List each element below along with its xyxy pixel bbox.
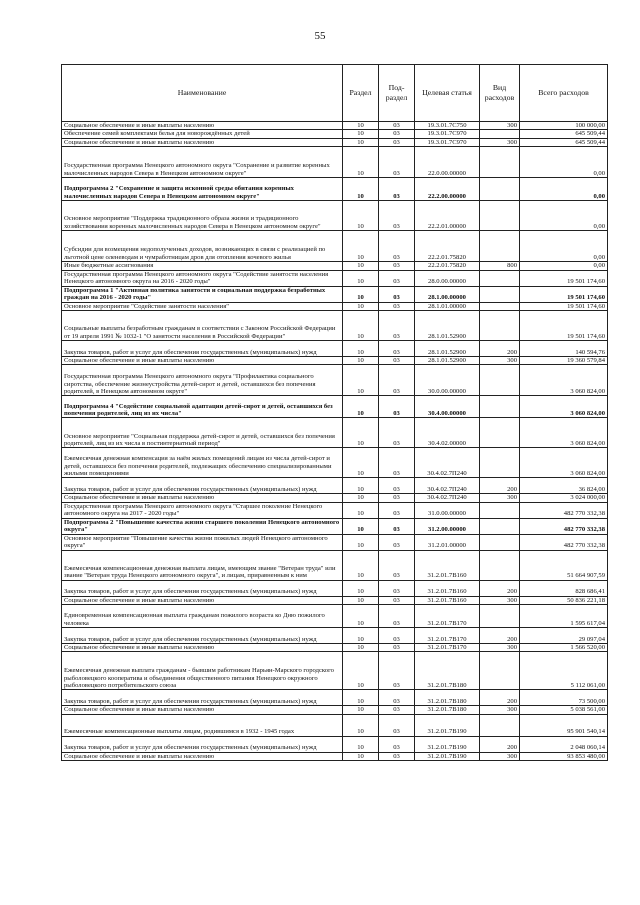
cell-subsection: 03	[379, 418, 415, 448]
cell-total: 482 770 332,38	[520, 502, 608, 518]
cell-total: 1 595 617,04	[520, 605, 608, 628]
table-row	[62, 201, 608, 231]
cell-total: 482 770 332,38	[520, 518, 608, 534]
cell-total: 19 360 579,84	[520, 356, 608, 364]
cell-type: 300	[480, 644, 520, 652]
cell-section: 10	[343, 706, 379, 714]
cell-type	[480, 302, 520, 310]
cell-section: 10	[343, 502, 379, 518]
cell-target: 31.2.01.7В180	[415, 690, 480, 706]
cell-subsection: 03	[379, 706, 415, 714]
table-row	[62, 310, 608, 340]
table-row	[62, 494, 608, 502]
cell-subsection: 03	[379, 130, 415, 138]
table-row	[62, 478, 608, 494]
cell-subsection: 03	[379, 262, 415, 270]
cell-section: 10	[343, 714, 379, 736]
cell-section: 10	[343, 736, 379, 752]
cell-name: Социальные выплаты безработным гражданам в соответствии с Законом Российской Федерации от 19 апреля 1991 № 1032-1 "О занятости населения в Российской Федерации"	[62, 310, 343, 340]
table-row	[62, 340, 608, 356]
cell-target: 19.3.01.7С750	[415, 122, 480, 130]
cell-name: Единовременная компенсационная выплата гражданам пожилого возраста ко Дню пожилого человека	[62, 605, 343, 628]
cell-total: 19 501 174,60	[520, 270, 608, 286]
cell-name: Социальное обеспечение и иные выплаты населению	[62, 494, 343, 502]
cell-section: 10	[343, 534, 379, 550]
cell-name: Иные бюджетные ассигнования	[62, 262, 343, 270]
cell-total: 36 824,00	[520, 478, 608, 494]
cell-name: Основное мероприятие "Социальная поддержка детей-сирот и детей, оставшихся без попечения родителей, лиц из их числа в постинтернатный период"	[62, 418, 343, 448]
cell-type: 200	[480, 580, 520, 596]
cell-subsection: 03	[379, 752, 415, 760]
cell-subsection: 03	[379, 138, 415, 146]
table-row	[62, 270, 608, 286]
cell-target: 31.2.01.7В190	[415, 752, 480, 760]
cell-type: 200	[480, 340, 520, 356]
table-row	[62, 550, 608, 580]
cell-type	[480, 286, 520, 302]
cell-target: 31.2.01.00000	[415, 534, 480, 550]
cell-section: 10	[343, 580, 379, 596]
cell-total: 19 501 174,60	[520, 302, 608, 310]
cell-name: Социальное обеспечение и иные выплаты населению	[62, 706, 343, 714]
cell-total: 3 060 824,00	[520, 365, 608, 396]
cell-name: Закупка товаров, работ и услуг для обеспечения государственных (муниципальных) нужд	[62, 478, 343, 494]
cell-target: 31.2.01.7В160	[415, 596, 480, 604]
cell-subsection: 03	[379, 736, 415, 752]
table-row	[62, 580, 608, 596]
table-row	[62, 644, 608, 652]
cell-type	[480, 178, 520, 201]
cell-subsection: 03	[379, 690, 415, 706]
cell-subsection: 03	[379, 518, 415, 534]
header-total: Всего расходов	[520, 65, 608, 122]
cell-section: 10	[343, 448, 379, 478]
cell-type	[480, 605, 520, 628]
cell-section: 10	[343, 231, 379, 262]
cell-section: 10	[343, 356, 379, 364]
cell-subsection: 03	[379, 580, 415, 596]
cell-type: 200	[480, 690, 520, 706]
cell-target: 22.2.01.00000	[415, 201, 480, 231]
cell-total: 5 038 561,00	[520, 706, 608, 714]
cell-subsection: 03	[379, 396, 415, 418]
cell-type	[480, 201, 520, 231]
table-row	[62, 262, 608, 270]
cell-name: Ежемесячная денежная компенсация за наём жилых помещений лицам из числа детей-сирот и детей, оставшихся без попечения родителей, подлежащих обеспечению специализированными жилыми помещениями	[62, 448, 343, 478]
cell-subsection: 03	[379, 201, 415, 231]
cell-target: 28.1.01.00000	[415, 302, 480, 310]
cell-name: Социальное обеспечение и иные выплаты населению	[62, 644, 343, 652]
table-row	[62, 231, 608, 262]
cell-subsection: 03	[379, 356, 415, 364]
cell-total: 3 024 000,00	[520, 494, 608, 502]
table-row	[62, 365, 608, 396]
cell-total: 1 566 520,00	[520, 644, 608, 652]
cell-name: Подпрограмма 4 "Содействие социальной адаптации детей-сирот и детей, оставшихся без попечения родителей, лиц из их числа"	[62, 396, 343, 418]
cell-total: 3 060 824,00	[520, 418, 608, 448]
cell-section: 10	[343, 518, 379, 534]
header-target: Целевая статья	[415, 65, 480, 122]
cell-total: 645 509,44	[520, 138, 608, 146]
cell-name: Закупка товаров, работ и услуг для обеспечения государственных (муниципальных) нужд	[62, 628, 343, 644]
cell-type: 300	[480, 706, 520, 714]
cell-target: 19.3.01.7С970	[415, 138, 480, 146]
cell-subsection: 03	[379, 605, 415, 628]
cell-target: 22.2.01.75820	[415, 231, 480, 262]
cell-target: 28.1.01.52900	[415, 310, 480, 340]
cell-target: 31.2.01.7В160	[415, 580, 480, 596]
cell-target: 22.2.00.00000	[415, 178, 480, 201]
cell-name: Закупка товаров, работ и услуг для обеспечения государственных (муниципальных) нужд	[62, 690, 343, 706]
cell-target: 28.0.00.00000	[415, 270, 480, 286]
cell-section: 10	[343, 478, 379, 494]
cell-type: 200	[480, 736, 520, 752]
cell-target: 30.4.02.7П240	[415, 478, 480, 494]
cell-type	[480, 448, 520, 478]
cell-type: 800	[480, 262, 520, 270]
table-row	[62, 502, 608, 518]
cell-target: 31.2.00.00000	[415, 518, 480, 534]
cell-total: 73 500,00	[520, 690, 608, 706]
table-row	[62, 178, 608, 201]
cell-section: 10	[343, 752, 379, 760]
cell-name: Подпрограмма 2 "Сохранение и защита исконной среды обитания коренных малочисленных народов Севера в Ненецком автономном округе"	[62, 178, 343, 201]
table-row	[62, 652, 608, 690]
cell-name: Закупка товаров, работ и услуг для обеспечения государственных (муниципальных) нужд	[62, 340, 343, 356]
cell-subsection: 03	[379, 448, 415, 478]
cell-section: 10	[343, 201, 379, 231]
expenditure-table	[61, 64, 608, 761]
cell-type	[480, 550, 520, 580]
cell-total: 3 060 824,00	[520, 448, 608, 478]
cell-section: 10	[343, 262, 379, 270]
cell-section: 10	[343, 286, 379, 302]
cell-type: 300	[480, 494, 520, 502]
table-row	[62, 138, 608, 146]
cell-section: 10	[343, 340, 379, 356]
cell-type	[480, 147, 520, 178]
header-type: Вид расходов	[480, 65, 520, 122]
cell-type	[480, 310, 520, 340]
cell-subsection: 03	[379, 494, 415, 502]
cell-target: 30.0.00.00000	[415, 365, 480, 396]
cell-name: Основное мероприятие "Поддержка традиционного образа жизни и традиционного хозяйствования коренных малочисленных народов Севера в Ненецком автономном округе"	[62, 201, 343, 231]
cell-total: 0,00	[520, 262, 608, 270]
cell-section: 10	[343, 418, 379, 448]
cell-total: 0,00	[520, 231, 608, 262]
cell-type: 300	[480, 356, 520, 364]
cell-section: 10	[343, 652, 379, 690]
cell-name: Государственная программа Ненецкого автономного округа "Сохранение и развитие коренных малочисленных народов Севера в Ненецком автономном округе"	[62, 147, 343, 178]
cell-name: Закупка товаров, работ и услуг для обеспечения государственных (муниципальных) нужд	[62, 580, 343, 596]
cell-total: 645 509,44	[520, 130, 608, 138]
cell-type	[480, 418, 520, 448]
cell-target: 31.2.01.7В190	[415, 736, 480, 752]
cell-target: 31.2.01.7В170	[415, 628, 480, 644]
cell-subsection: 03	[379, 596, 415, 604]
cell-target: 31.2.01.7В190	[415, 714, 480, 736]
cell-total: 2 048 060,14	[520, 736, 608, 752]
table-row	[62, 518, 608, 534]
cell-subsection: 03	[379, 534, 415, 550]
table-row	[62, 714, 608, 736]
cell-subsection: 03	[379, 310, 415, 340]
cell-section: 10	[343, 122, 379, 130]
cell-target: 31.2.01.7В180	[415, 652, 480, 690]
cell-subsection: 03	[379, 270, 415, 286]
cell-type: 300	[480, 122, 520, 130]
cell-section: 10	[343, 628, 379, 644]
cell-name: Социальное обеспечение и иные выплаты населению	[62, 356, 343, 364]
cell-subsection: 03	[379, 365, 415, 396]
cell-total: 482 770 332,38	[520, 534, 608, 550]
cell-section: 10	[343, 302, 379, 310]
cell-total: 50 836 221,18	[520, 596, 608, 604]
cell-name: Государственная программа Ненецкого автономного округа "Старшее поколение Ненецкого автономного округа на 2017 - 2020 годы"	[62, 502, 343, 518]
cell-total: 5 112 061,00	[520, 652, 608, 690]
table-header-row	[62, 65, 608, 122]
cell-name: Социальное обеспечение и иные выплаты населению	[62, 138, 343, 146]
cell-target: 30.4.00.00000	[415, 396, 480, 418]
cell-target: 30.4.02.7П240	[415, 448, 480, 478]
cell-subsection: 03	[379, 178, 415, 201]
cell-section: 10	[343, 605, 379, 628]
header-name: Наименование	[62, 65, 343, 122]
cell-target: 31.2.01.7В180	[415, 706, 480, 714]
cell-subsection: 03	[379, 550, 415, 580]
table-row	[62, 752, 608, 760]
cell-subsection: 03	[379, 231, 415, 262]
cell-section: 10	[343, 130, 379, 138]
cell-target: 31.2.01.7В170	[415, 644, 480, 652]
cell-target: 31.0.00.00000	[415, 502, 480, 518]
table-body	[62, 122, 608, 761]
cell-name: Социальное обеспечение и иные выплаты населению	[62, 752, 343, 760]
cell-target: 31.2.01.7В170	[415, 605, 480, 628]
cell-name: Социальное обеспечение и иные выплаты населению	[62, 596, 343, 604]
cell-section: 10	[343, 138, 379, 146]
cell-total: 51 664 907,59	[520, 550, 608, 580]
cell-section: 10	[343, 550, 379, 580]
cell-name: Подпрограмма 2 "Повышение качества жизни старшего поколения Ненецкого автономного округа"	[62, 518, 343, 534]
cell-subsection: 03	[379, 714, 415, 736]
cell-type: 200	[480, 628, 520, 644]
cell-type	[480, 365, 520, 396]
cell-type	[480, 534, 520, 550]
cell-target: 22.2.01.75820	[415, 262, 480, 270]
cell-section: 10	[343, 147, 379, 178]
cell-type	[480, 652, 520, 690]
table-row	[62, 147, 608, 178]
cell-total: 3 060 824,00	[520, 396, 608, 418]
cell-total: 19 501 174,60	[520, 286, 608, 302]
header-section: Раздел	[343, 65, 379, 122]
table-row	[62, 448, 608, 478]
cell-name: Государственная программа Ненецкого автономного округа "Содействие занятости населения Ненецкого автономного округа на 2016 - 2020 годы"	[62, 270, 343, 286]
table-row	[62, 356, 608, 364]
cell-type	[480, 130, 520, 138]
table-row	[62, 596, 608, 604]
table-row	[62, 534, 608, 550]
cell-name: Государственная программа Ненецкого автономного округа "Профилактика социального сиротства, обеспечение жизнеустройства детей-сирот и детей, оставшихся без попечения родителей, в Ненецком автономном округе"	[62, 365, 343, 396]
cell-target: 30.4.02.00000	[415, 418, 480, 448]
cell-type	[480, 502, 520, 518]
cell-section: 10	[343, 644, 379, 652]
table-row	[62, 286, 608, 302]
cell-target: 28.1.01.52900	[415, 356, 480, 364]
cell-section: 10	[343, 270, 379, 286]
cell-subsection: 03	[379, 644, 415, 652]
cell-type	[480, 270, 520, 286]
table-row	[62, 736, 608, 752]
cell-name: Обеспечение семей комплектами белья для новорождённых детей	[62, 130, 343, 138]
cell-target: 28.1.00.00000	[415, 286, 480, 302]
cell-type	[480, 231, 520, 262]
table-row	[62, 396, 608, 418]
table-row	[62, 690, 608, 706]
cell-name: Социальное обеспечение и иные выплаты населению	[62, 122, 343, 130]
cell-section: 10	[343, 310, 379, 340]
cell-type	[480, 518, 520, 534]
cell-subsection: 03	[379, 478, 415, 494]
cell-type	[480, 396, 520, 418]
cell-target: 19.3.01.7С970	[415, 130, 480, 138]
cell-name: Ежемесячная компенсационная денежная выплата лицам, имеющим звание "Ветеран труда" или звание "Ветеран труда Ненецкого автономного округа", и лицам, приравненным к ним	[62, 550, 343, 580]
cell-section: 10	[343, 494, 379, 502]
cell-total: 0,00	[520, 178, 608, 201]
cell-subsection: 03	[379, 340, 415, 356]
cell-subsection: 03	[379, 652, 415, 690]
cell-type: 300	[480, 138, 520, 146]
cell-total: 0,00	[520, 201, 608, 231]
cell-subsection: 03	[379, 628, 415, 644]
cell-subsection: 03	[379, 147, 415, 178]
cell-name: Субсидии для возмещения недополученных доходов, возникающих в связи с реализацией по льготной цене оленеводам и чумработницам дров для отопления кочевого жилья	[62, 231, 343, 262]
cell-type: 300	[480, 752, 520, 760]
table-row	[62, 605, 608, 628]
cell-name: Ежемесячная денежная выплата гражданам - бывшим работникам Нарьян-Марского городского рыболовецкого кооператива и объединения общественного питания Ненецкого окружного рыболовецкого потребительского союза	[62, 652, 343, 690]
cell-section: 10	[343, 365, 379, 396]
cell-name: Ежемесячные компенсационные выплаты лицам, родившимся в 1932 - 1945 годах	[62, 714, 343, 736]
table-row	[62, 302, 608, 310]
cell-section: 10	[343, 396, 379, 418]
cell-total: 95 901 540,14	[520, 714, 608, 736]
cell-target: 28.1.01.52900	[415, 340, 480, 356]
cell-total: 29 097,04	[520, 628, 608, 644]
cell-total: 100 000,00	[520, 122, 608, 130]
cell-target: 22.0.00.00000	[415, 147, 480, 178]
cell-total: 0,00	[520, 147, 608, 178]
cell-type	[480, 714, 520, 736]
table-row	[62, 628, 608, 644]
header-subsection: Под-раздел	[379, 65, 415, 122]
cell-name: Закупка товаров, работ и услуг для обеспечения государственных (муниципальных) нужд	[62, 736, 343, 752]
cell-target: 30.4.02.7П240	[415, 494, 480, 502]
table-row	[62, 122, 608, 130]
cell-subsection: 03	[379, 502, 415, 518]
table-row	[62, 706, 608, 714]
cell-target: 31.2.01.7В160	[415, 550, 480, 580]
cell-type: 300	[480, 596, 520, 604]
cell-type: 200	[480, 478, 520, 494]
cell-subsection: 03	[379, 302, 415, 310]
table-row	[62, 130, 608, 138]
cell-subsection: 03	[379, 122, 415, 130]
cell-total: 93 853 480,00	[520, 752, 608, 760]
table-row	[62, 418, 608, 448]
cell-total: 19 501 174,60	[520, 310, 608, 340]
cell-section: 10	[343, 596, 379, 604]
cell-subsection: 03	[379, 286, 415, 302]
cell-total: 140 594,76	[520, 340, 608, 356]
cell-section: 10	[343, 690, 379, 706]
cell-name: Подпрограмма 1 "Активная политика занятости и социальная поддержка безработных граждан на 2016 - 2020 годы"	[62, 286, 343, 302]
cell-name: Основное мероприятие "Содействие занятости населения"	[62, 302, 343, 310]
page-number: 55	[314, 30, 326, 42]
cell-name: Основное мероприятие "Повышение качества жизни пожилых людей Ненецкого автономного округа"	[62, 534, 343, 550]
cell-section: 10	[343, 178, 379, 201]
cell-total: 828 686,41	[520, 580, 608, 596]
